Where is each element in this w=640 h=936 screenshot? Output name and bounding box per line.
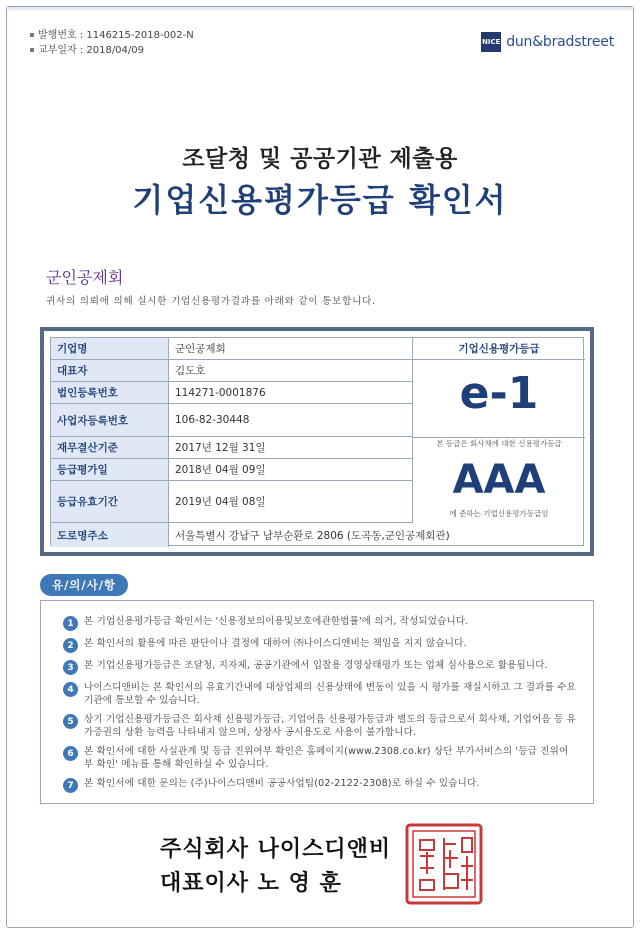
- note-text: 나이스디앤비는 본 확인서의 유효기간내에 대상업체의 신용상태에 변동이 있을 시 평가를 재실시하고 그 결과를 수요 기관에 통보할 수 있습니다.: [84, 682, 576, 706]
- note-number-icon: 7: [63, 778, 78, 793]
- bullet-icon: [30, 48, 34, 52]
- label-fiscal: 재무결산기준: [51, 437, 169, 459]
- value-ceo: 김도호: [169, 360, 413, 382]
- label-corp-reg: 법인등록번호: [51, 382, 169, 404]
- company-seal-icon: [404, 822, 484, 906]
- top-rule: [7, 7, 633, 12]
- issue-meta: [30, 28, 194, 58]
- note-item: [63, 681, 577, 707]
- page-title: 기업신용평가등급 확인서: [132, 181, 508, 219]
- info-grid: [50, 337, 584, 546]
- note-text: 본 확인서에 대한 사실관계 및 등급 진위여부 확인은 홈페이지(www.2308.co.kr) 상단 부가서비스의 '등급 진위여부 확인' 메뉴를 통해 확인하실 수 있습니다.: [84, 746, 569, 770]
- issuer-company: 주식회사 나이스디앤비: [160, 836, 392, 862]
- bullet-icon: [30, 33, 34, 37]
- note-text: 본 확인서의 활용에 따른 판단이나 결정에 대하여 ㈜나이스디앤비는 책임을 지지 않습니다.: [84, 638, 467, 649]
- note-item: [63, 637, 577, 653]
- issue-number: 발행번호 : 1146215-2018-002-N: [38, 30, 194, 41]
- info-table: [40, 327, 594, 556]
- issue-date: 교부일자 : 2018/04/09: [38, 45, 145, 56]
- label-company: 기업명: [51, 338, 169, 360]
- value-fiscal: 2017년 12월 31일: [169, 437, 413, 459]
- equivalent-grade: AAA: [452, 457, 546, 503]
- note-text: 본 기업신용평가등급은 조달청, 지자체, 공공기관에서 입찰용 경영상태평가 또는 업체 심사용으로 활용됩니다.: [84, 660, 548, 671]
- label-address: 도로명주소: [51, 523, 169, 547]
- value-address: 서울특별시 강남구 남부순환로 2806 (도곡동,군인공제회관): [175, 529, 450, 542]
- note-number-icon: 6: [63, 746, 78, 761]
- value-corp-reg: 114271-0001876: [169, 382, 413, 404]
- recipient-company: 군인공제회: [46, 268, 124, 287]
- notes-box: [40, 600, 594, 804]
- note-item: [63, 659, 577, 675]
- issuer-ceo: 대표이사 노 영 훈: [160, 870, 342, 896]
- note-number-icon: 5: [63, 714, 78, 729]
- label-eval-date: 등급평가일: [51, 459, 169, 481]
- value-biz-reg: 106-82-30448: [169, 404, 413, 437]
- note-number-icon: 3: [63, 660, 78, 675]
- note-number-icon: 1: [63, 616, 78, 631]
- note-text: 본 기업신용평가등급 확인서는 '신용정보의이용및보호에관한법률'에 의거, 작성되었습니다.: [84, 616, 469, 627]
- value-valid-until: 2019년 04월 08일: [169, 481, 413, 523]
- nice-logo-icon: NICE: [481, 32, 501, 52]
- notes-label: 유/의/사/항: [40, 574, 128, 596]
- note-text: 본 확인서에 대한 문의는 (주)나이스디앤비 공공사업팀(02-2122-2308)로 하실 수 있습니다.: [84, 778, 480, 789]
- equivalent-grade-note: 에 준하는 기업신용평가등급임: [449, 509, 549, 518]
- value-company: 군인공제회: [169, 338, 413, 360]
- note-text: 상기 기업신용평가등급은 회사채 신용평가등급, 기업어음 신용평가등급과 별도의 등급으로서 회사채, 기업어음 등 유가증권의 상환 능력을 나타내지 않으며, 상장사 공시용도로 사용이 불가합니다.: [84, 714, 576, 738]
- label-valid-until: 등급유효기간: [51, 481, 169, 523]
- credit-grade: e-1: [459, 367, 539, 419]
- intro-text: 귀사의 의뢰에 의해 실시한 기업신용평가결과를 아래와 같이 통보합니다.: [46, 296, 376, 307]
- note-item: [63, 615, 577, 631]
- value-eval-date: 2018년 04월 09일: [169, 459, 413, 481]
- grade-note: 본 등급은 회사채에 대한 신용평가등급: [436, 439, 562, 448]
- title-subtitle: 조달청 및 공공기관 제출용: [182, 146, 458, 172]
- note-item: [63, 745, 577, 771]
- label-biz-reg: 사업자등록번호: [51, 404, 169, 437]
- note-number-icon: 4: [63, 682, 78, 697]
- note-item: [63, 713, 577, 739]
- logo-text: dun&bradstreet: [506, 34, 614, 50]
- note-item: [63, 777, 577, 793]
- grade-header: 기업신용평가등급: [413, 338, 585, 360]
- label-ceo: 대표자: [51, 360, 169, 382]
- note-number-icon: 2: [63, 638, 78, 653]
- nice-dnb-logo: [481, 32, 614, 52]
